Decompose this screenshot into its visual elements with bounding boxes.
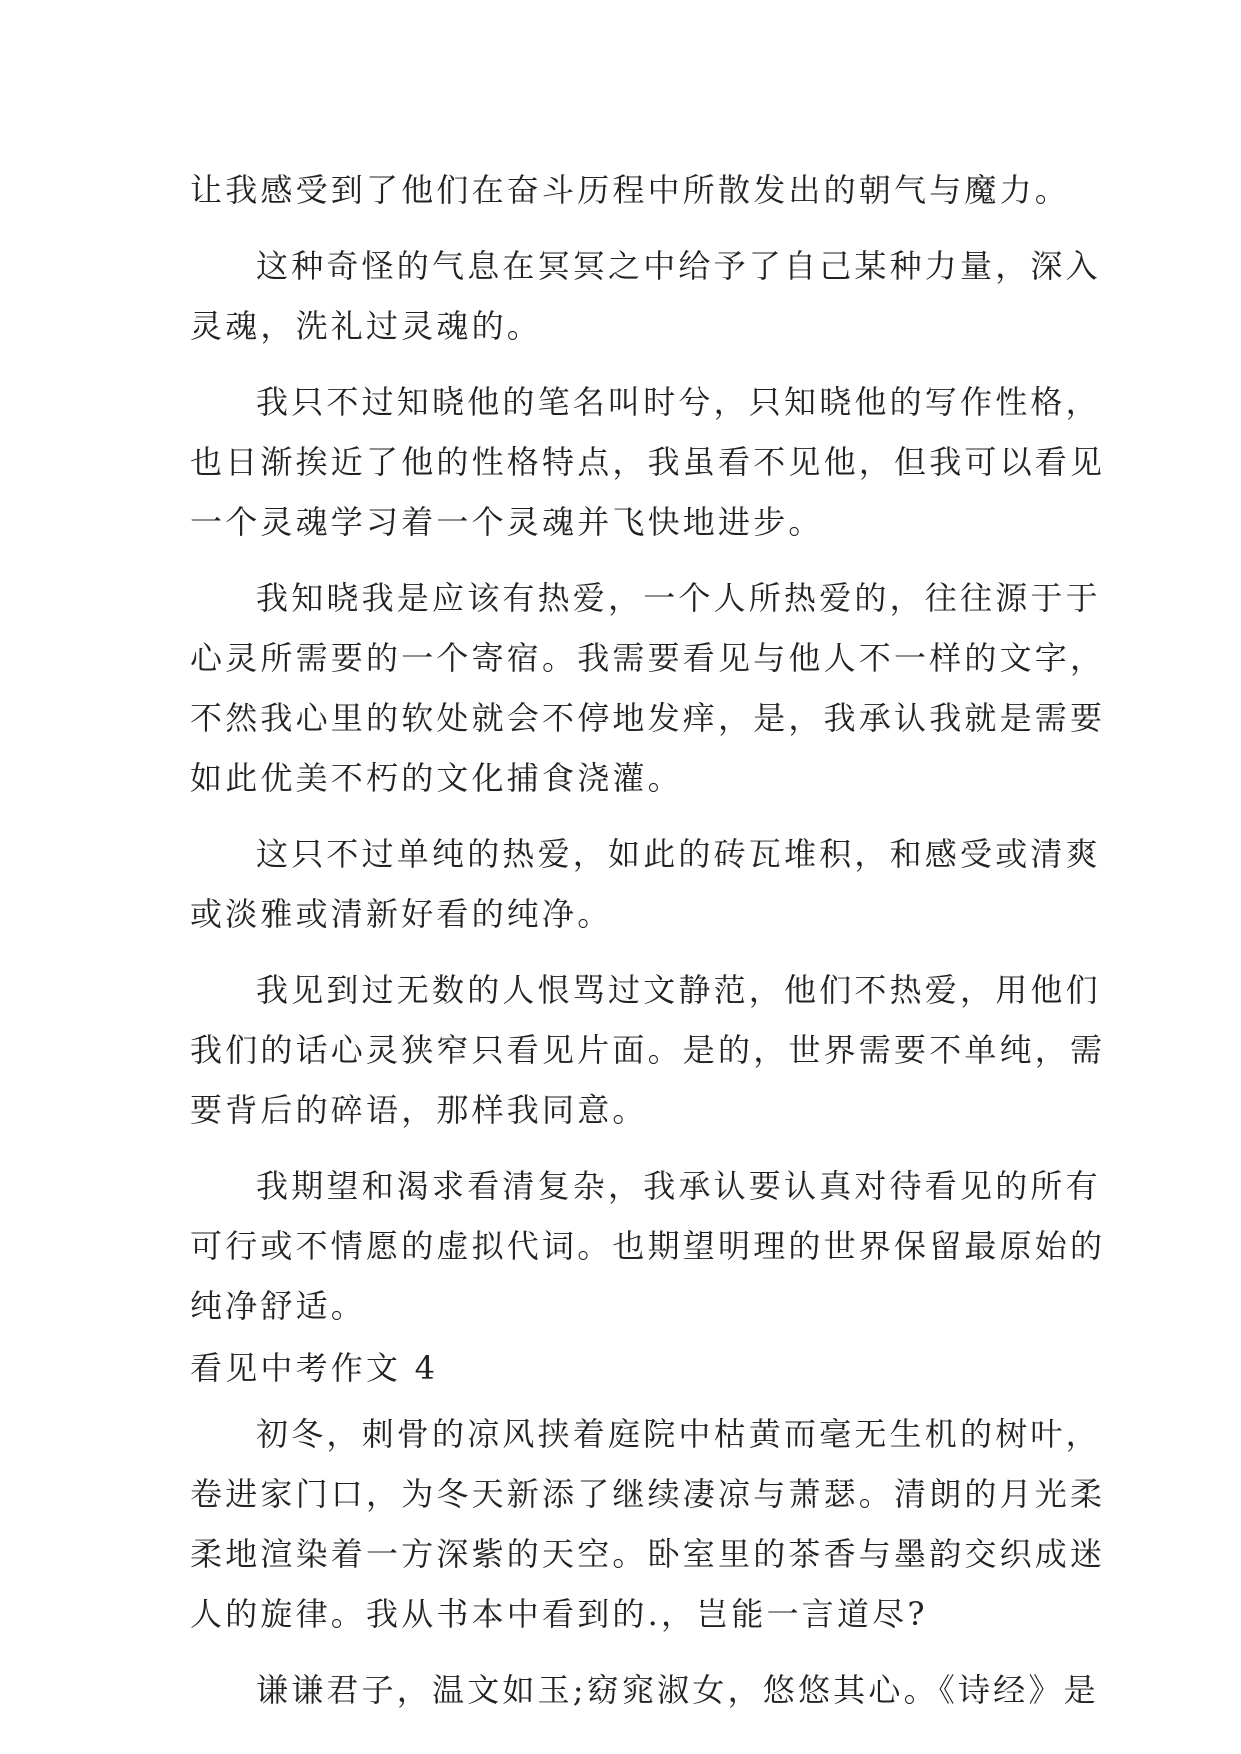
text-line: 让我感受到了他们在奋斗历程中所散发出的朝气与魔力。 — [190, 171, 1071, 209]
paragraph — [190, 236, 1101, 356]
paragraph — [190, 1156, 1106, 1336]
text-line: 我期望和渴求看清复杂，我承认要认真对待看见的所有 — [256, 1167, 1101, 1205]
paragraph — [190, 824, 1101, 944]
text-line: 人的旋律。我从书本中看到的.，岂能一言道尽? — [190, 1595, 928, 1633]
text-line: 初冬，刺骨的凉风挟着庭院中枯黄而毫无生机的树叶， — [256, 1415, 1101, 1453]
text-line: 也日渐挨近了他的性格特点，我虽看不见他，但我可以看见 — [190, 443, 1106, 481]
text-line: 一个灵魂学习着一个灵魂并飞快地进步。 — [190, 503, 824, 541]
text-line: 我见到过无数的人恨骂过文静范，他们不热爱，用他们 — [256, 971, 1101, 1009]
document-body — [190, 160, 1106, 1720]
text-line: 卷进家门口，为冬天新添了继续凄凉与萧瑟。清朗的月光柔 — [190, 1475, 1106, 1513]
text-line: 纯净舒适。 — [190, 1287, 367, 1325]
text-line: 谦谦君子，温文如玉;窈窕淑女，悠悠其心。《诗经》是 — [256, 1671, 1099, 1709]
text-line: 灵魂，洗礼过灵魂的。 — [190, 307, 543, 345]
paragraph — [190, 1404, 1106, 1644]
paragraph — [190, 960, 1106, 1140]
text-line: 可行或不情愿的虚拟代词。也期望明理的世界保留最原始的 — [190, 1227, 1106, 1265]
text-line: 或淡雅或清新好看的纯净。 — [190, 895, 613, 933]
text-line: 这只不过单纯的热爱，如此的砖瓦堆积，和感受或清爽 — [256, 835, 1101, 873]
text-line: 我们的话心灵狭窄只看见片面。是的，世界需要不单纯，需 — [190, 1031, 1106, 1069]
text-line: 柔地渲染着一方深紫的天空。卧室里的茶香与墨韵交织成迷 — [190, 1535, 1106, 1573]
text-line: 不然我心里的软处就会不停地发痒，是，我承认我就是需要 — [190, 699, 1106, 737]
text-line: 我只不过知晓他的笔名叫时兮，只知晓他的写作性格， — [256, 383, 1101, 421]
paragraph — [190, 372, 1106, 552]
paragraph — [190, 568, 1106, 808]
text-line: 如此优美不朽的文化捕食浇灌。 — [190, 759, 683, 797]
paragraph — [190, 1660, 1099, 1720]
section-heading: 看见中考作文 4 — [190, 1349, 439, 1387]
text-line: 这种奇怪的气息在冥冥之中给予了自己某种力量，深入 — [256, 247, 1101, 285]
text-line: 我知晓我是应该有热爱，一个人所热爱的，往往源于于 — [256, 579, 1101, 617]
text-line: 心灵所需要的一个寄宿。我需要看见与他人不一样的文字， — [190, 639, 1106, 677]
text-line: 要背后的碎语，那样我同意。 — [190, 1091, 648, 1129]
paragraph — [190, 160, 1071, 220]
